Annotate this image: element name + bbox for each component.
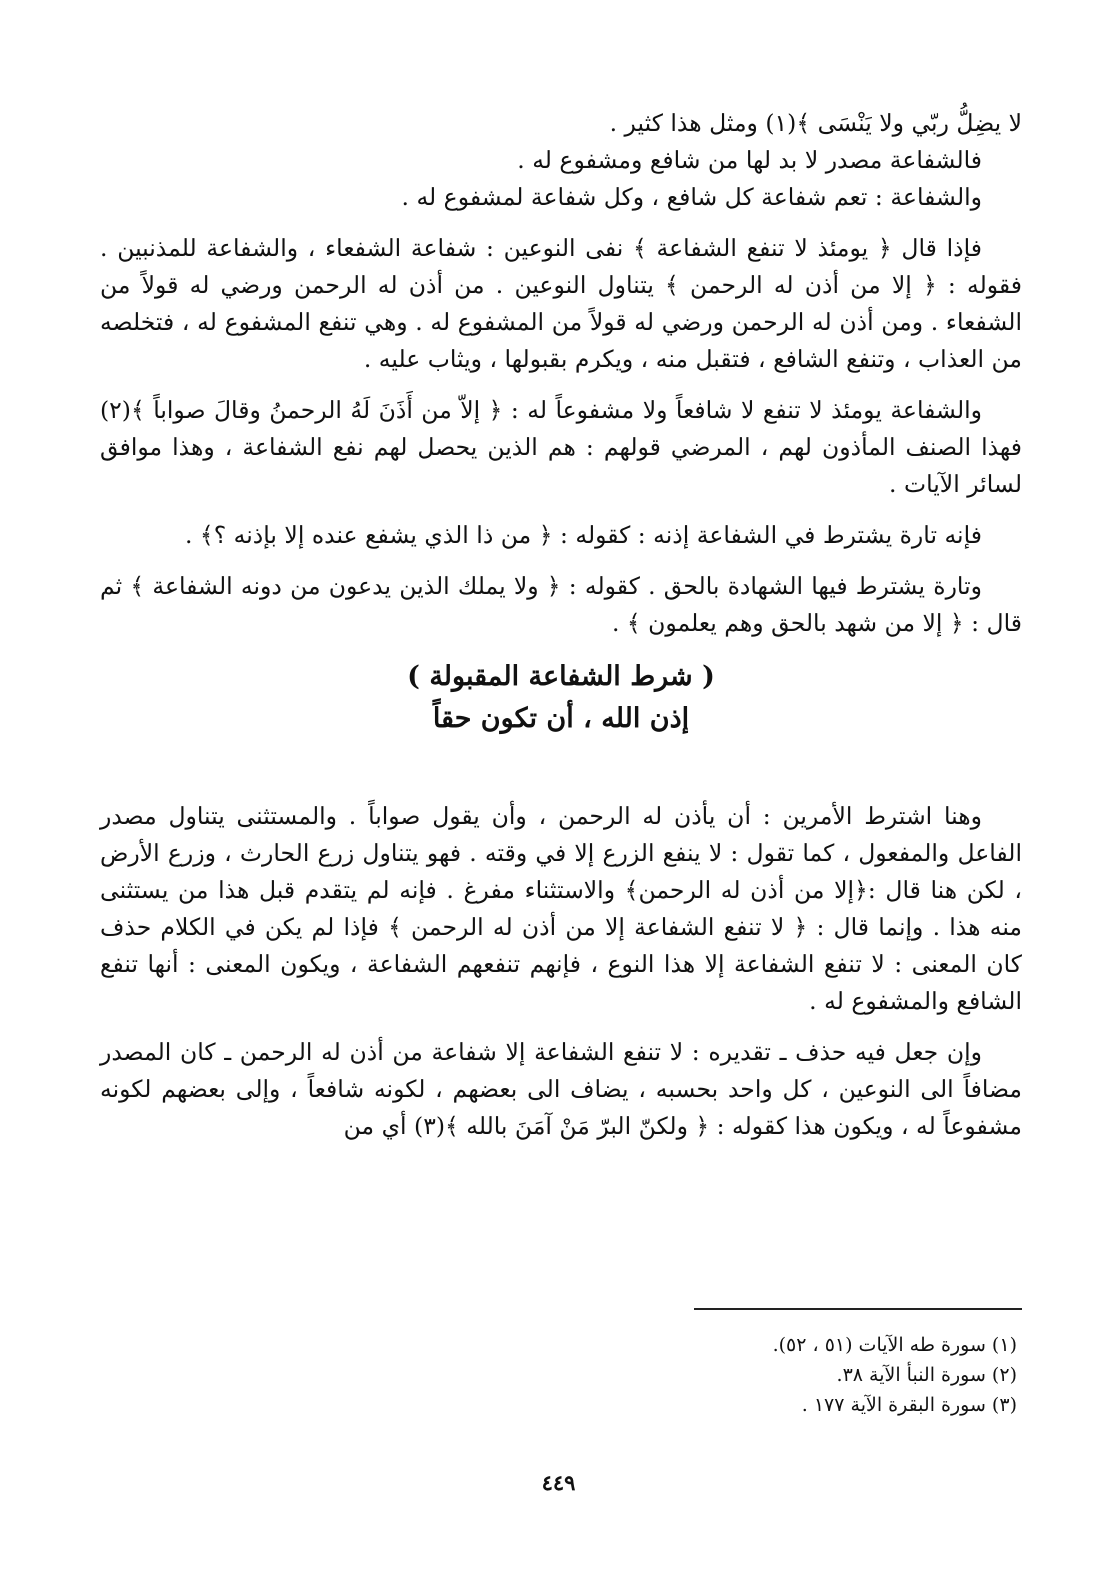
footnote-2: (٢) سورة النبأ الآية ٣٨. — [836, 1364, 1017, 1386]
footnotes — [773, 1330, 1017, 1420]
paragraph-6: وتارة يشترط فيها الشهادة بالحق . كقوله : ﴿ ولا يملك الذين يدعون من دونه الشفاعة ﴾ ثم قال : ﴿ إلا من شهد بالحق وهم يعلمون ﴾ . — [100, 572, 1022, 637]
section-heading — [100, 656, 1022, 740]
footnote-separator — [694, 1308, 1022, 1310]
paragraph-0: لا يضِلُّ ربّي ولا يَنْسَى ﴾(١) ومثل هذا كثير . — [609, 109, 1022, 137]
paragraph-2: والشفاعة : تعم شفاعة كل شافع ، وكل شفاعة لمشفوع له . — [401, 183, 982, 211]
paragraph-3: فإذا قال ﴿ يومئذ لا تنفع الشفاعة ﴾ نفى النوعين : شفاعة الشفعاء ، والشفاعة للمذنبين . فقوله : ﴿ إلا من أذن له الرحمن ﴾ يتناول النوعين . من أذن له الرحمن ورضي له قولاً من الشفعاء . ومن أذن له الرحمن ورضي له قولاً من المشفوع له . وهي تنفع المشفوع له ، فتخلصه من العذاب ، وتنفع الشافع ، فتقبل منه ، ويكرم بقبولها ، ويثاب عليه . — [100, 234, 1022, 373]
main-text — [100, 105, 1022, 1145]
footnote-1: (١) سورة طه الآيات (٥١ ، ٥٢). — [772, 1334, 1017, 1356]
paragraph-4: والشفاعة يومئذ لا تنفع لا شافعاً ولا مشفوعاً له : ﴿ إلاّ من أَذَنَ لَهُ الرحمنُ وقالَ صواباً ﴾(٢) فهذا الصنف المأذون لهم ، المرضي قولهم : هم الذين يحصل لهم نفع الشفاعة ، وهذا موافق لسائر الآيات . — [100, 396, 1022, 498]
paragraph-8: وإن جعل فيه حذف ـ تقديره : لا تنفع الشفاعة إلا شفاعة من أذن له الرحمن ـ كان المصدر مضافاً الى النوعين ، كل واحد بحسبه ، يضاف الى بعضهم ، لكونه شافعاً ، وإلى بعضهم لكونه مشفوعاً له ، ويكون هذا كقوله : ﴿ ولكنّ البرّ مَنْ آمَنَ بالله ﴾(٣) أي من — [100, 1038, 1022, 1140]
paragraph-7: وهنا اشترط الأمرين : أن يأذن له الرحمن ، وأن يقول صواباً . والمستثنى يتناول مصدر الفاعل والمفعول ، كما تقول : لا ينفع الزرع إلا في وقته . فهو يتناول زرع الحارث ، وزرع الأرض ، لكن هنا قال :﴿إلا من أذن له الرحمن﴾ والاستثناء مفرغ . فإنه لم يتقدم قبل هذا من يستثنى منه هذا . وإنما قال : ﴿ لا تنفع الشفاعة إلا من أذن له الرحمن ﴾ فإذا لم يكن في الكلام حذف كان المعنى : لا تنفع الشفاعة إلا هذا النوع ، فإنهم تنفعهم الشفاعة ، ويكون المعنى : أنها تنفع الشافع والمشفوع له . — [100, 802, 1022, 1015]
paragraph-1: فالشفاعة مصدر لا بد لها من شافع ومشفوع له . — [517, 146, 982, 174]
footnote-3: (٣) سورة البقرة الآية ١٧٧ . — [801, 1394, 1017, 1416]
paragraph-5: فإنه تارة يشترط في الشفاعة إذنه : كقوله : ﴿ من ذا الذي يشفع عنده إلا بإذنه ؟﴾ . — [184, 521, 982, 549]
section-heading-line-1: ( شرط الشفاعة المقبولة ) — [407, 661, 715, 692]
section-heading-line-2: إذن الله ، أن تكون حقاً — [432, 703, 690, 734]
page-number: ٤٤٩ — [541, 1470, 576, 1495]
